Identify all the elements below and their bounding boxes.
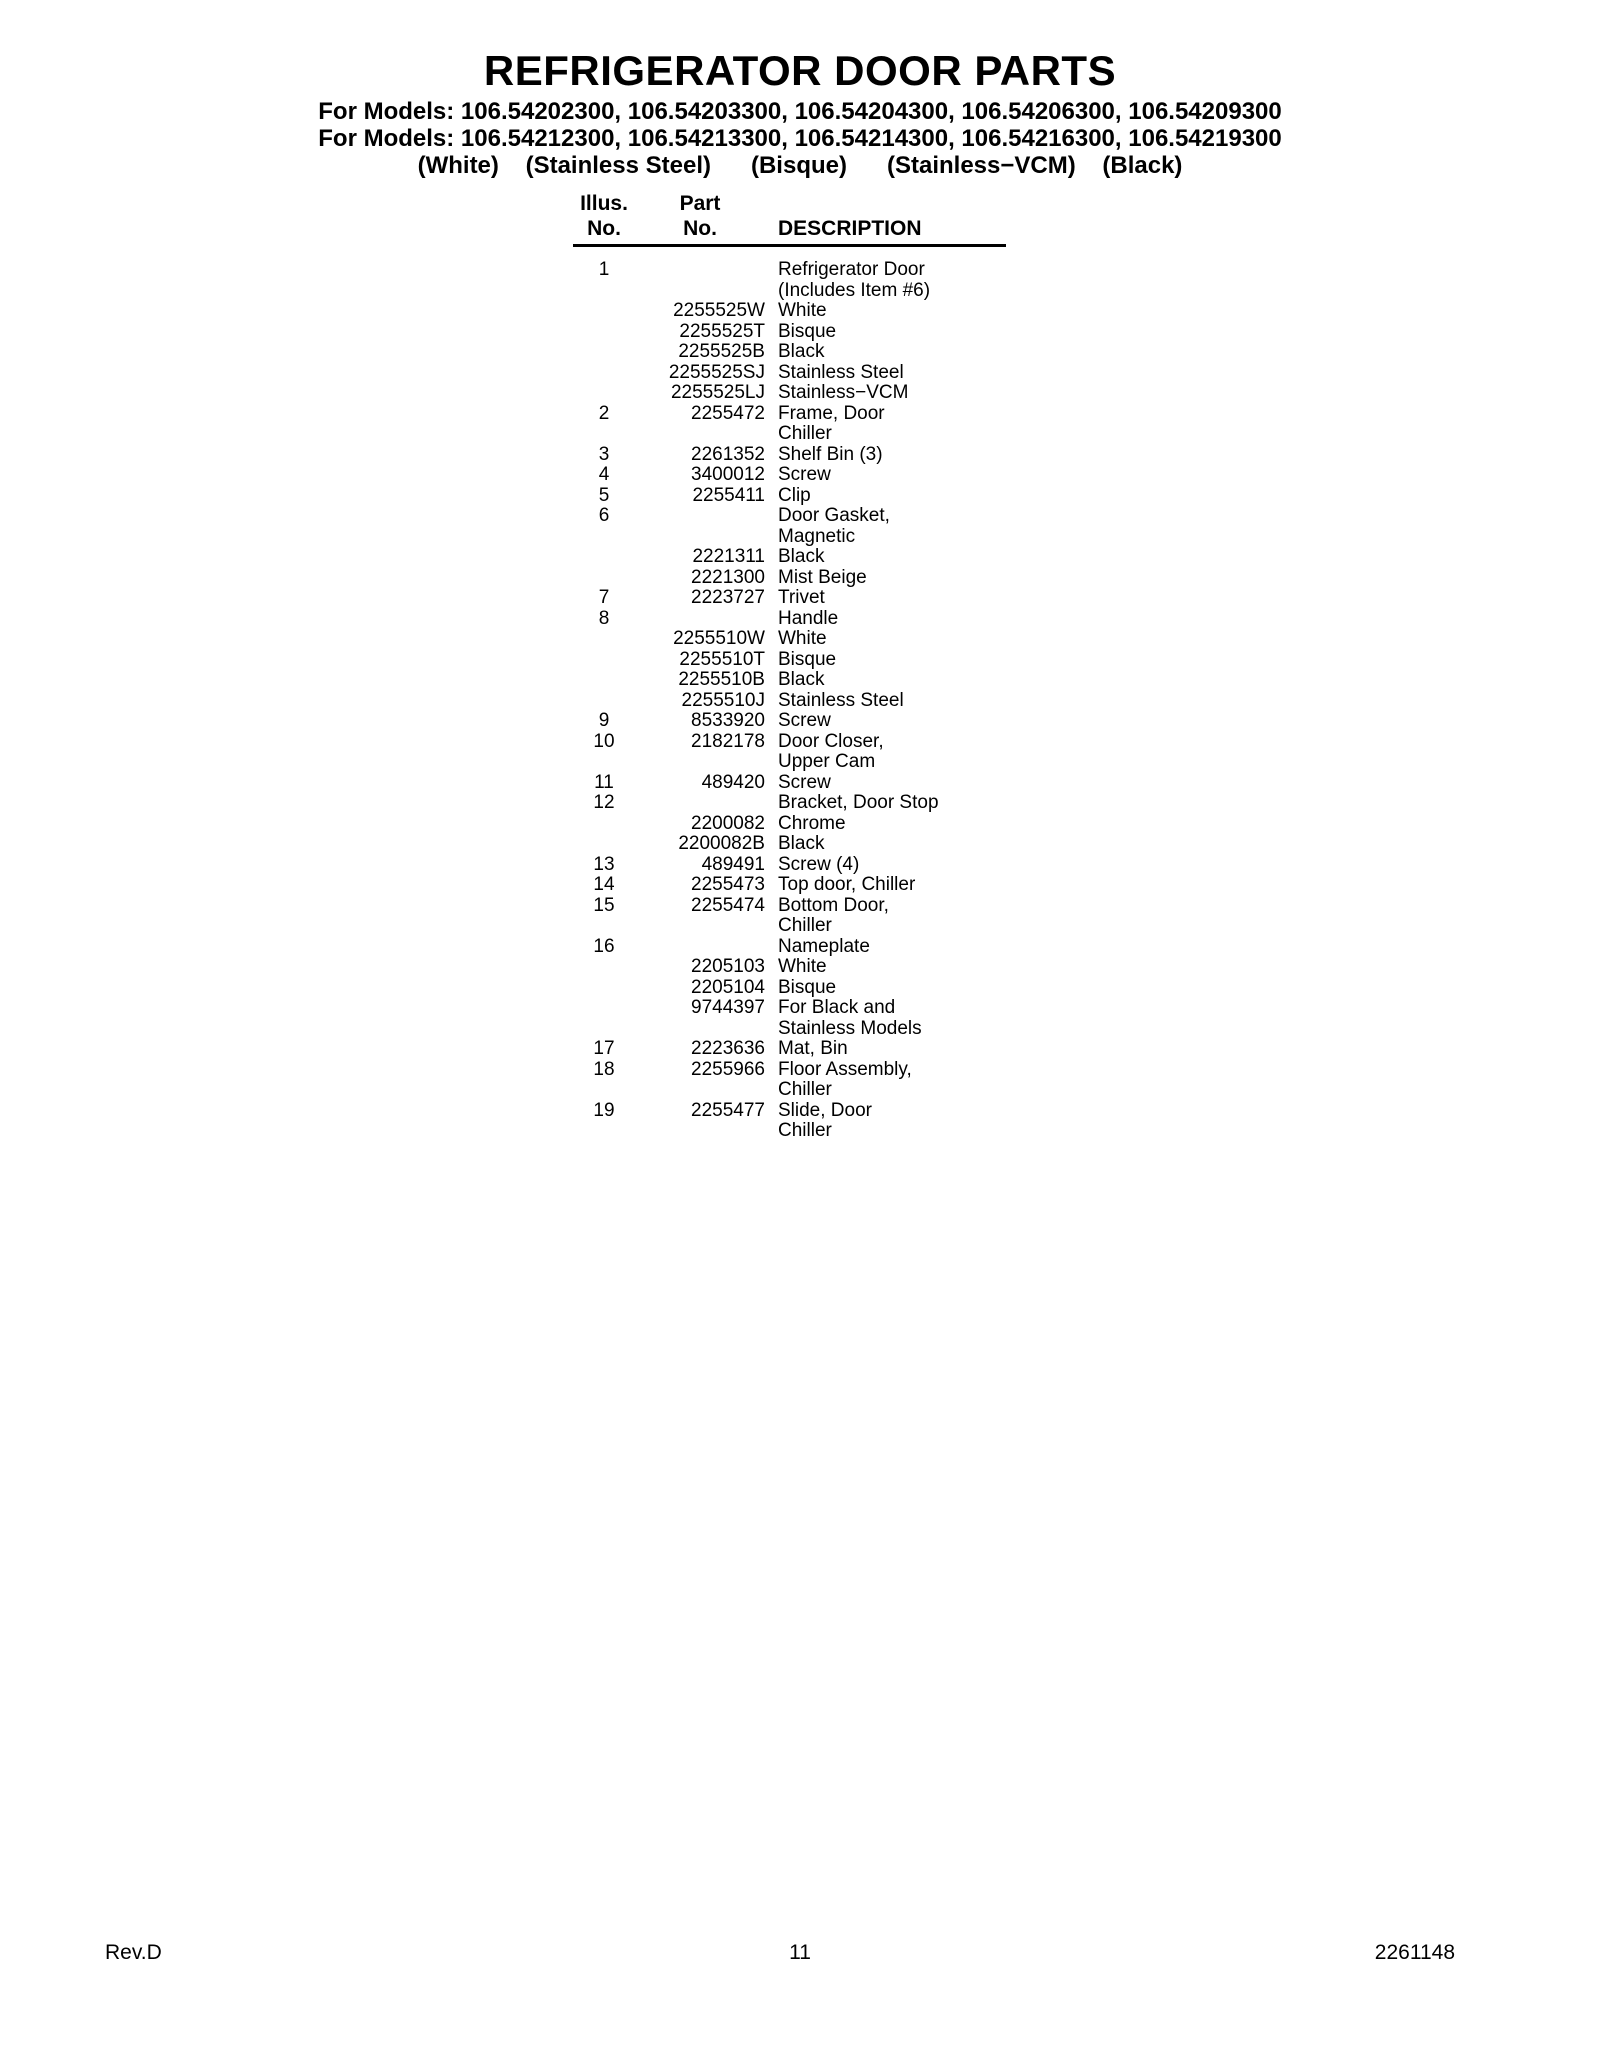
footer-doc-number: 2261148: [1374, 1941, 1455, 1964]
description-cell: Mist Beige: [778, 566, 867, 588]
part-no-cell: 9744397: [691, 997, 765, 1018]
illus-no-cell: [573, 322, 635, 343]
document-header: [0, 0, 1600, 179]
illus-no-cell: 10: [593, 730, 615, 752]
part-no-cell: 8533920: [691, 710, 765, 731]
part-no-cell: 489420: [701, 771, 765, 793]
illus-no-cell: 15: [593, 894, 615, 916]
description-cell: Clip: [778, 484, 811, 506]
description-cell: Mat, Bin: [778, 1038, 848, 1059]
part-no-cell: [635, 609, 765, 630]
part-no-cell: [635, 1121, 765, 1142]
description-cell: Door Gasket,: [778, 505, 890, 526]
desc-col-header-spacer: [765, 191, 1006, 216]
description-cell: Magnetic: [778, 525, 856, 547]
illus-no-cell: [573, 691, 635, 712]
illus-no-cell: 9: [598, 710, 610, 731]
description-cell: White: [778, 956, 827, 977]
table-row: [573, 937, 1006, 958]
part-no-cell: 2255474: [691, 894, 765, 916]
illus-col-header-line1: Illus.: [580, 192, 628, 215]
table-row: [573, 363, 1006, 384]
description-cell: Black: [778, 669, 825, 690]
illus-no-cell: 4: [598, 464, 610, 485]
illus-no-cell: [573, 957, 635, 978]
table-row: [573, 814, 1006, 835]
part-no-cell: 2200082B: [678, 833, 765, 854]
description-cell: Black: [778, 833, 825, 854]
description-cell: Nameplate: [778, 935, 870, 957]
illus-no-cell: 11: [594, 771, 614, 793]
illus-no-cell: [573, 978, 635, 999]
illus-no-cell: [573, 301, 635, 322]
table-row: [573, 711, 1006, 732]
part-no-cell: 2255510T: [679, 648, 765, 670]
illus-no-cell: 6: [598, 505, 610, 526]
illus-no-cell: 18: [593, 1058, 615, 1080]
table-row: [573, 1121, 1006, 1142]
description-cell: Chiller: [778, 1120, 832, 1141]
description-cell: Refrigerator Door: [778, 259, 925, 280]
table-row: [573, 998, 1006, 1019]
part-no-cell: [635, 1080, 765, 1101]
part-col-header-line2: No.: [683, 217, 717, 240]
illus-no-cell: [573, 834, 635, 855]
parts-table-body: [573, 247, 1006, 1142]
illus-no-cell: 14: [593, 874, 615, 895]
table-row: [573, 301, 1006, 322]
description-cell: Handle: [778, 607, 839, 629]
part-no-cell: 2205104: [691, 976, 765, 998]
illus-no-cell: [573, 670, 635, 691]
illus-no-cell: [573, 363, 635, 384]
description-cell: Floor Assembly,: [778, 1058, 912, 1080]
illus-no-cell: [573, 383, 635, 404]
part-no-cell: [635, 281, 765, 302]
part-no-cell: 2255510J: [681, 689, 765, 711]
part-col-header-line1: Part: [679, 192, 721, 215]
page-title: REFRIGERATOR DOOR PARTS: [483, 47, 1117, 94]
description-cell: Frame, Door: [778, 402, 885, 424]
part-no-cell: 2255477: [691, 1099, 765, 1121]
illus-no-cell: [573, 424, 635, 445]
description-cell: Chiller: [778, 915, 832, 936]
table-row: [573, 855, 1006, 876]
table-row: [573, 650, 1006, 671]
table-row: [573, 281, 1006, 302]
illus-no-cell: [573, 1019, 635, 1040]
table-row: [573, 629, 1006, 650]
table-row: [573, 1101, 1006, 1122]
description-cell: White: [778, 300, 827, 321]
illus-no-cell: 7: [598, 587, 610, 608]
part-no-cell: [635, 937, 765, 958]
description-cell: Chiller: [778, 1079, 832, 1100]
description-cell: Black: [778, 546, 825, 567]
part-no-cell: [635, 793, 765, 814]
description-cell: Stainless Models: [778, 1017, 922, 1039]
description-cell: Chrome: [778, 812, 846, 834]
description-cell: Black: [778, 341, 825, 362]
part-no-cell: 2223636: [691, 1038, 765, 1059]
table-row: [573, 506, 1006, 527]
description-cell: Bisque: [778, 976, 837, 998]
description-cell: Screw (4): [778, 853, 860, 875]
part-no-cell: 2255472: [691, 402, 765, 424]
illus-no-cell: [573, 814, 635, 835]
illus-no-cell: [573, 629, 635, 650]
table-row: [573, 486, 1006, 507]
description-cell: Door Closer,: [778, 730, 884, 752]
part-no-cell: 2255525SJ: [668, 361, 765, 383]
illus-no-cell: 2: [598, 402, 610, 424]
part-no-cell: [635, 506, 765, 527]
illus-no-cell: [573, 527, 635, 548]
part-no-cell: 2255966: [691, 1058, 765, 1080]
description-cell: Top door, Chiller: [778, 874, 916, 895]
illus-no-cell: [573, 342, 635, 363]
table-row: [573, 978, 1006, 999]
table-row: [573, 547, 1006, 568]
description-cell: Shelf Bin (3): [778, 443, 883, 465]
models-line-2: For Models: 106.54212300, 106.54213300, 106.54214300, 106.54216300, 106.54219300: [318, 125, 1282, 152]
illus-no-cell: [573, 281, 635, 302]
table-row: [573, 260, 1006, 281]
table-row: [573, 670, 1006, 691]
description-cell: For Black and: [778, 997, 896, 1018]
illus-no-cell: 1: [598, 259, 610, 280]
table-row: [573, 875, 1006, 896]
illus-no-cell: 12: [593, 792, 615, 813]
illus-no-cell: [573, 1121, 635, 1142]
part-no-cell: 2255525T: [679, 320, 765, 342]
description-col-header: DESCRIPTION: [778, 217, 922, 240]
description-cell: Screw: [778, 771, 831, 793]
illus-no-cell: 13: [593, 853, 615, 875]
table-row: [573, 465, 1006, 486]
table-row: [573, 1080, 1006, 1101]
part-no-cell: 2255510W: [673, 628, 765, 649]
table-row: [573, 834, 1006, 855]
part-no-cell: 2200082: [691, 812, 765, 834]
part-no-cell: 2255525W: [673, 300, 765, 321]
part-no-cell: 2223727: [691, 587, 765, 608]
part-no-cell: 2255525LJ: [670, 382, 765, 403]
description-cell: Stainless−VCM: [778, 382, 909, 403]
table-row: [573, 342, 1006, 363]
footer-page-number: 11: [789, 1941, 811, 1964]
description-cell: Stainless Steel: [778, 361, 904, 383]
models-line-1: For Models: 106.54202300, 106.54203300, 106.54204300, 106.54206300, 106.54209300: [318, 98, 1282, 125]
table-row: [573, 732, 1006, 753]
part-no-cell: 2255411: [692, 484, 765, 506]
illus-no-cell: 3: [598, 443, 610, 465]
table-row: [573, 916, 1006, 937]
illus-no-cell: [573, 1080, 635, 1101]
description-cell: Bisque: [778, 320, 837, 342]
parts-table-header: [573, 191, 1006, 247]
description-cell: Chiller: [778, 423, 832, 444]
footer-revision: Rev.D: [105, 1941, 162, 1964]
table-row: [573, 793, 1006, 814]
illus-no-cell: [573, 568, 635, 589]
description-cell: Bisque: [778, 648, 837, 670]
illus-no-cell: [573, 650, 635, 671]
parts-table: [573, 191, 1006, 1142]
table-row: [573, 1039, 1006, 1060]
description-cell: (Includes Item #6): [778, 279, 931, 301]
description-cell: Slide, Door: [778, 1099, 872, 1121]
table-row: [573, 1019, 1006, 1040]
table-row: [573, 568, 1006, 589]
description-cell: Bracket, Door Stop: [778, 792, 939, 813]
description-cell: White: [778, 628, 827, 649]
part-no-cell: 489491: [701, 853, 765, 875]
table-row: [573, 322, 1006, 343]
part-no-cell: 2205103: [691, 956, 765, 977]
part-no-cell: 2255525B: [678, 341, 765, 362]
part-no-cell: [635, 424, 765, 445]
description-cell: Trivet: [778, 587, 825, 608]
table-row: [573, 773, 1006, 794]
part-no-cell: 2221300: [691, 566, 765, 588]
illus-no-cell: [573, 916, 635, 937]
illus-col-header-line2: No.: [587, 217, 621, 240]
part-no-cell: [635, 1019, 765, 1040]
table-row: [573, 404, 1006, 425]
models-block: [0, 98, 1600, 179]
illus-no-cell: 8: [598, 607, 610, 629]
table-row: [573, 957, 1006, 978]
table-row: [573, 752, 1006, 773]
part-no-cell: 3400012: [691, 464, 765, 485]
table-row: [573, 691, 1006, 712]
description-cell: Screw: [778, 710, 831, 731]
illus-no-cell: 16: [593, 935, 615, 957]
table-row: [573, 424, 1006, 445]
page-footer: [0, 1941, 1600, 1965]
table-row: [573, 896, 1006, 917]
table-row: [573, 383, 1006, 404]
illus-no-cell: [573, 752, 635, 773]
table-row: [573, 588, 1006, 609]
description-cell: Screw: [778, 464, 831, 485]
part-no-cell: 2261352: [691, 443, 765, 465]
colors-line: (White) (Stainless Steel) (Bisque) (Stainless−VCM) (Black): [417, 152, 1183, 179]
illus-no-cell: [573, 547, 635, 568]
part-no-cell: [635, 916, 765, 937]
description-cell: Upper Cam: [778, 751, 876, 772]
table-row: [573, 1060, 1006, 1081]
table-row: [573, 445, 1006, 466]
part-no-cell: 2255473: [691, 874, 765, 895]
part-no-cell: 2255510B: [678, 669, 765, 690]
description-cell: Bottom Door,: [778, 894, 889, 916]
part-no-cell: [635, 527, 765, 548]
part-no-cell: [635, 752, 765, 773]
table-row: [573, 609, 1006, 630]
illus-no-cell: 17: [593, 1038, 615, 1059]
table-row: [573, 527, 1006, 548]
illus-no-cell: 5: [598, 484, 610, 506]
description-cell: Stainless Steel: [778, 689, 904, 711]
illus-no-cell: [573, 998, 635, 1019]
part-no-cell: 2221311: [692, 546, 765, 567]
part-no-cell: 2182178: [691, 730, 765, 752]
part-no-cell: [635, 260, 765, 281]
illus-no-cell: 19: [593, 1099, 615, 1121]
